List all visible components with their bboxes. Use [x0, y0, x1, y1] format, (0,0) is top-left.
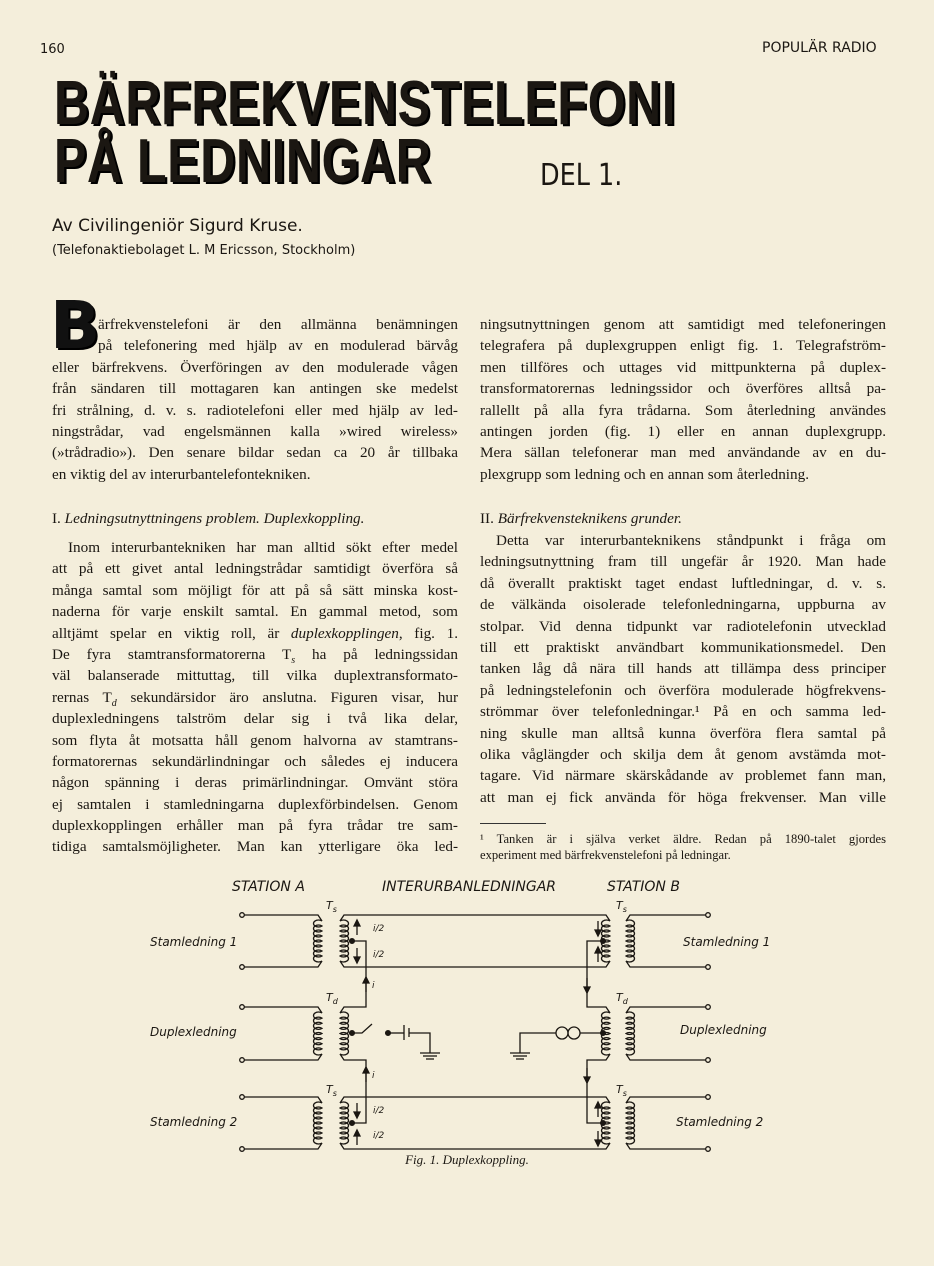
byline: Av Civilingeniör Sigurd Kruse.	[52, 216, 303, 236]
wire	[242, 1097, 322, 1103]
text-line: väl balanserade mittuttag, till vilka duplextransformato-	[52, 667, 458, 685]
terminal	[706, 1058, 711, 1063]
text-line: antingen jorden (fig. 1) eller en annan duplexgrupp.	[480, 422, 886, 440]
coil	[626, 1012, 634, 1055]
text-line: till ett praktiskt användbart kommunikationsmedel. Den	[480, 638, 886, 656]
wire	[340, 1143, 610, 1149]
section-number: I.	[52, 510, 61, 527]
text-line: (»trådradio»). Den senare bildar sedan ca 20 år tillbaka	[52, 444, 458, 462]
transformer-label-td: $T_d$	[326, 991, 338, 1006]
current-arrow-head	[584, 987, 590, 993]
text-line: ledningsutnyttning fram till ungefär år 1920. Man hade	[480, 553, 886, 571]
wire	[626, 1143, 708, 1149]
current-label: i	[372, 1071, 375, 1081]
wire	[409, 1033, 430, 1045]
text-line: någon spänning i deras primärlindningar. Omvänt störa	[52, 774, 458, 792]
wire	[242, 1054, 322, 1060]
text-line: naderna för varje enskilt samtal. En gammal metod, som	[52, 603, 458, 621]
text-line: De fyra stamtransformatorerna $T_s$ ha på ledningssidan	[52, 645, 458, 666]
text-line: de välkända oisolerade telefonledningarna, uppburna av	[480, 596, 886, 614]
lamp	[568, 1027, 580, 1039]
text-line: Mera sällan telefonerar man med användande av en du-	[480, 444, 886, 462]
wire	[242, 1143, 322, 1149]
wire	[626, 915, 708, 921]
text-line: på ledningstelefonin och överföra modulerade högfrekvens-	[480, 681, 886, 699]
text-line: att man ej fick använda för höga frekvenser. Man ville	[480, 788, 886, 806]
text-line: ningstrådar, vad engelsmännen kalla »wired wireless»	[52, 422, 458, 440]
text-line: rernas $T_d$ sekundärsidor äro anslutna. Figuren visar, hur	[52, 688, 459, 709]
section-title: Ledningsutnyttningens problem. Duplexkoppling.	[64, 510, 365, 527]
lamp	[556, 1027, 568, 1039]
current-arrow-head	[584, 1077, 590, 1083]
text-line: ärfrekvenstelefoni är den allmänna benämningen	[98, 316, 458, 333]
transformer-label-ts: $T_s$	[326, 899, 337, 914]
line-label-right-1: Stamledning 1	[683, 935, 771, 949]
coil	[314, 920, 322, 962]
text-line: tagare. Vid närmare skärskådande av problemet fann man,	[480, 767, 886, 785]
line-label-left-2: Stamledning 2	[150, 1115, 238, 1129]
coil	[340, 920, 348, 962]
text-line: fri strålning, d. v. s. radiotelefoni eller med hjälp av led-	[52, 401, 458, 419]
coil	[340, 1102, 348, 1144]
terminal	[706, 1147, 711, 1152]
junction-dot	[601, 1121, 606, 1126]
current-half-label: i/2	[373, 1131, 385, 1141]
terminal	[240, 1147, 245, 1152]
coil	[314, 1102, 322, 1144]
article-part: DEL 1.	[540, 158, 623, 193]
text-line: ej samtalen i stamledningarna duplexförbindelsen. Genom	[52, 795, 458, 813]
text-line: eller bärfrekvens. Överföringen av den modulerade vågen	[52, 358, 458, 376]
text-line: då överallt praktiskt taget endast luftledningar, d. v. s.	[480, 574, 886, 592]
section-title: Bärfrekvensteknikens grunder.	[497, 510, 682, 527]
drop-cap: B	[50, 287, 101, 364]
wire	[626, 1097, 708, 1103]
wire	[626, 1007, 708, 1013]
wire	[626, 961, 708, 967]
text-line: som flyta åt motsatta håll genom halvorna av stamtrans-	[52, 731, 458, 749]
current-half-label: i/2	[373, 950, 385, 960]
station-a-label: STATION A	[232, 879, 305, 895]
current-half-label: i/2	[373, 1106, 385, 1116]
terminal	[240, 1058, 245, 1063]
current-arrow-head	[595, 1140, 601, 1146]
transformer-label-ts: $T_s$	[326, 1083, 337, 1098]
text-line: experiment med bärfrekvenstelefoni på ledningar.	[480, 848, 731, 862]
coil	[626, 1102, 634, 1144]
wire	[242, 961, 322, 967]
affiliation: (Telefonaktiebolaget L. M Ericsson, Stockholm)	[52, 243, 356, 258]
current-arrow-head	[595, 930, 601, 936]
current-arrow-head	[354, 957, 360, 963]
terminal	[240, 1095, 245, 1100]
current-arrow-head	[354, 1130, 360, 1136]
current-arrow-head	[363, 977, 369, 983]
text-line: strömmar över telefonledningar.¹ På en och samma led-	[480, 703, 886, 721]
switch	[352, 1024, 372, 1033]
line-label-right-2: Stamledning 2	[676, 1115, 764, 1129]
current-arrow-head	[354, 1112, 360, 1118]
text-line: stolpar. Vid denna tidpunkt var radiotelefonin utvecklad	[480, 617, 886, 635]
current-arrow-head	[595, 1102, 601, 1108]
article-title-line1: BÄRFREKVENSTELEFONI	[54, 69, 677, 138]
transformer-label-ts: $T_s$	[616, 1083, 627, 1098]
current-arrow-head	[354, 920, 360, 926]
line-label-left-duplex: Duplexledning	[150, 1025, 237, 1039]
text-line: Detta var interurbanteknikens ståndpunkt i fråga om	[496, 532, 886, 549]
line-label-left-1: Stamledning 1	[150, 935, 238, 949]
text-line: att på ett givet antal ledningstrådar samtidigt överföra så	[52, 560, 458, 578]
text-line: men tillföres och uttages vid mittpunkterna på duplex-	[480, 358, 886, 376]
current-label: i	[372, 981, 375, 991]
current-arrow-head	[595, 947, 601, 953]
terminal	[240, 913, 245, 918]
section-number: II.	[480, 510, 494, 527]
terminal	[706, 1005, 711, 1010]
text-line: duplexkopplingen erhåller man på fyra trådar tre sam-	[52, 817, 458, 835]
wire	[626, 1054, 708, 1060]
terminal	[706, 913, 711, 918]
terminal	[240, 965, 245, 970]
text-line: en viktig del av interurbantelefontekniken.	[52, 465, 311, 483]
article-title-line2: PÅ LEDNINGAR	[54, 127, 432, 196]
wire	[340, 1097, 610, 1103]
text-line: ¹ Tanken är i själva verket äldre. Redan på 1890-talet gjordes	[480, 832, 886, 846]
text-line: Inom interurbantekniken har man alltid sökt efter medel	[68, 539, 458, 556]
line-label-right-duplex: Duplexledning	[680, 1023, 767, 1037]
wire	[242, 915, 322, 921]
terminal	[706, 965, 711, 970]
terminal	[240, 1005, 245, 1010]
text-line: olika våglängder och skilja dem åt genom avstämda mot-	[480, 745, 886, 763]
text-line: ning skulle man alltså kunna överföra flera samtal på	[480, 724, 886, 742]
text-line: ningsutnyttningen genom att samtidigt med telefoneringen	[480, 316, 886, 333]
wire	[340, 915, 610, 921]
text-line: från sändaren till mottagaren kan antingen ske medelst	[52, 380, 458, 398]
transformer-label-td: $T_d$	[616, 991, 628, 1006]
text-line: tidiga samtalsmöjligheter. Man kan ytterligare öka led-	[52, 838, 458, 856]
coil	[314, 1012, 322, 1055]
page-number: 160	[40, 42, 65, 57]
text-line: formatorernas sekundärlindningar och således ej inducera	[52, 752, 458, 770]
text-line: många samtal som möjligt för att på så sätt minska kost-	[52, 581, 458, 599]
station-b-label: STATION B	[607, 879, 680, 895]
wire	[242, 1007, 322, 1013]
coil	[340, 1012, 348, 1055]
text-line: rallellt på alla fyra trådarna. Som återledning användes	[480, 401, 886, 419]
current-half-label: i/2	[373, 924, 385, 934]
text-line: tanken låg då nära till hands att tillämpa dess principer	[480, 660, 886, 678]
coil	[626, 920, 634, 962]
text-line: duplexledningens talström delar sig i två lika delar,	[52, 710, 458, 728]
wire	[340, 961, 610, 967]
text-line: på telefonering med hjälp av en modulerad bärvåg	[98, 337, 458, 355]
magazine-name: POPULÄR RADIO	[762, 40, 877, 56]
text-line: transformatorernas ledningssidor och överföres alltså pa-	[480, 380, 886, 398]
interurban-label: INTERURBANLEDNINGAR	[382, 879, 557, 895]
text-line: alltjämt spelar en viktig roll, är duplexkopplingen, fig. 1.	[52, 624, 458, 642]
wire	[520, 1033, 556, 1045]
transformer-label-ts: $T_s$	[616, 899, 627, 914]
figure-caption: Fig. 1. Duplexkoppling.	[405, 1152, 529, 1167]
terminal	[706, 1095, 711, 1100]
current-arrow-head	[363, 1067, 369, 1073]
junction-dot	[350, 1121, 355, 1126]
text-line: plexgrupp som ledning och en annan som återledning.	[480, 465, 809, 483]
wire	[340, 1054, 366, 1123]
text-line: telegrafera på duplexgruppen enligt fig. 1. Telegrafström-	[480, 337, 886, 355]
